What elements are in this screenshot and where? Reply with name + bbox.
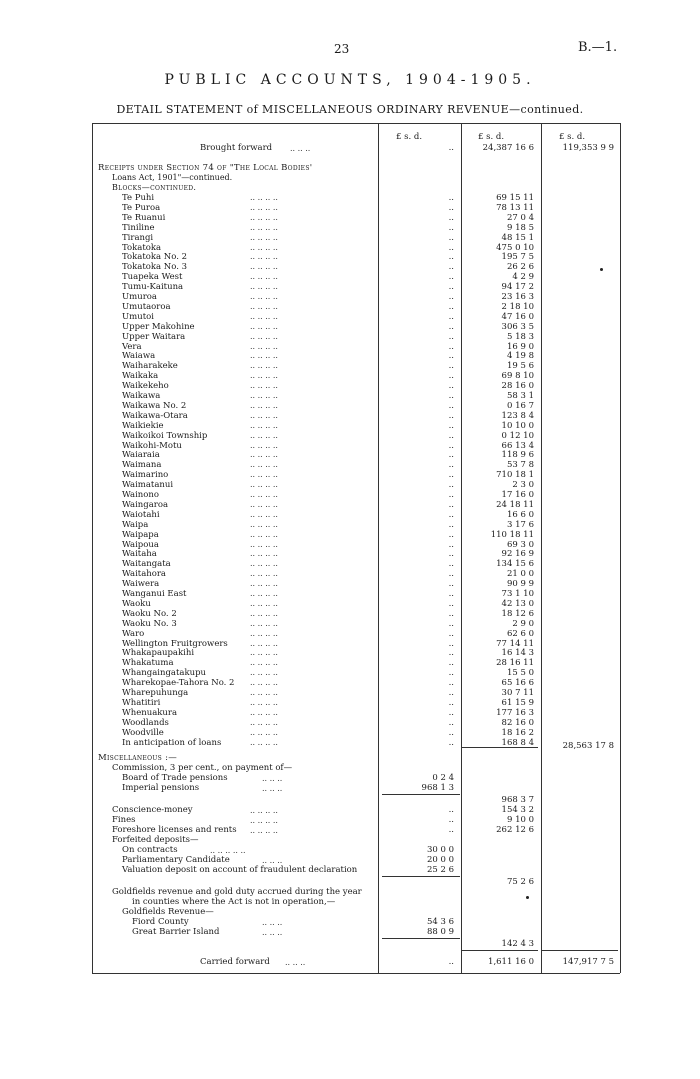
block-col1: .. bbox=[448, 450, 454, 461]
block-col1: .. bbox=[448, 727, 454, 738]
block-amount: 17 16 0 bbox=[501, 490, 534, 500]
forfeited-deposits-label: Forfeited deposits— bbox=[112, 835, 199, 845]
fiord-county-dots: .. .. .. bbox=[262, 918, 283, 927]
block-col1: .. bbox=[448, 608, 454, 619]
block-col1: .. bbox=[448, 509, 454, 520]
leader-dots: .. .. .. .. bbox=[250, 529, 278, 539]
leader-dots: .. .. .. .. bbox=[250, 242, 278, 252]
brought-forward-label: Brought forward bbox=[200, 143, 273, 153]
leader-dots: .. .. .. .. bbox=[250, 292, 278, 301]
fiord-county-amount: 54 3 6 bbox=[426, 917, 454, 927]
block-name: Waikoikoi Township bbox=[122, 430, 208, 441]
block-amount: 2 18 10 bbox=[501, 301, 534, 312]
block-name: Waoku No. 3 bbox=[122, 618, 177, 629]
block-amount: 0 12 10 bbox=[501, 430, 534, 441]
block-name: Waiotahi bbox=[122, 509, 160, 520]
block-name: Whatitiri bbox=[122, 697, 161, 708]
table-right-rule bbox=[620, 123, 621, 973]
block-col1: .. bbox=[448, 400, 454, 411]
block-name: Tuapeka West bbox=[122, 272, 183, 283]
block-col1: .. bbox=[448, 697, 454, 708]
block-col1: .. bbox=[448, 242, 454, 253]
leader-dots: .. .. .. .. bbox=[250, 638, 278, 648]
foreshore-amount: 262 12 6 bbox=[496, 825, 534, 835]
block-col1: .. bbox=[448, 262, 454, 273]
imperial-pensions-dots: .. .. .. bbox=[262, 784, 283, 793]
block-name: Waikawa No. 2 bbox=[122, 400, 187, 411]
block-amount: 16 6 0 bbox=[506, 509, 534, 520]
block-amount: 47 16 0 bbox=[501, 311, 534, 322]
block-col1: .. bbox=[448, 519, 454, 530]
block-name: Waiwera bbox=[122, 579, 160, 590]
block-amount: 53 7 8 bbox=[506, 460, 534, 471]
leader-dots: .. .. .. .. bbox=[250, 737, 278, 747]
on-contracts-label: On contracts bbox=[122, 845, 178, 855]
document-reference: B.—1. bbox=[578, 40, 618, 55]
leader-dots: .. .. .. .. bbox=[250, 618, 278, 628]
block-name: Umutoi bbox=[122, 311, 154, 322]
leader-dots: .. .. .. .. bbox=[250, 519, 278, 529]
conscience-money-dots: .. .. .. .. bbox=[250, 806, 278, 815]
board-of-trade-label: Board of Trade pensions bbox=[122, 773, 228, 783]
fines-amount: 9 10 0 bbox=[506, 815, 534, 825]
block-name: In anticipation of loans bbox=[122, 737, 222, 748]
block-name: Tokatoka bbox=[122, 242, 162, 253]
block-name: Waikekeho bbox=[122, 381, 169, 392]
block-col1: .. bbox=[448, 499, 454, 510]
leader-dots: .. .. .. .. bbox=[250, 539, 278, 549]
block-amount: 9 18 5 bbox=[506, 222, 534, 233]
block-name: Waikaka bbox=[122, 371, 159, 382]
block-name: Waoku bbox=[122, 598, 151, 609]
leader-dots: .. .. .. .. bbox=[250, 678, 278, 688]
fiord-county-label: Fiord County bbox=[132, 917, 189, 927]
print-mark bbox=[600, 268, 603, 271]
leader-dots: .. .. .. .. bbox=[250, 440, 278, 450]
block-name: Wharekopae-Tahora No. 2 bbox=[122, 678, 235, 689]
block-amount: 27 0 4 bbox=[506, 212, 534, 223]
leader-dots: .. .. .. .. bbox=[250, 499, 278, 509]
block-col1: .. bbox=[448, 559, 454, 570]
leader-dots: .. .. .. .. bbox=[250, 697, 278, 707]
block-col1: .. bbox=[448, 658, 454, 669]
receipts-heading-2: Loans Act, 1901"—continued. bbox=[112, 173, 233, 182]
block-name: Whakapaupakihi bbox=[122, 648, 195, 659]
block-amount: 30 7 11 bbox=[501, 688, 534, 698]
leader-dots: .. .. .. .. bbox=[250, 202, 278, 212]
block-col1: .. bbox=[448, 212, 454, 223]
block-amount: 42 13 0 bbox=[501, 598, 534, 609]
leader-dots: .. .. .. .. bbox=[250, 331, 278, 341]
leader-dots: .. .. .. .. bbox=[250, 311, 278, 321]
leader-dots: .. .. .. .. bbox=[250, 321, 278, 331]
block-col1: .. bbox=[448, 579, 454, 590]
parliamentary-candidate-label: Parliamentary Candidate bbox=[122, 855, 230, 865]
block-name: Upper Makohine bbox=[122, 321, 195, 332]
block-col1: .. bbox=[448, 737, 454, 748]
leader-dots: .. .. .. .. bbox=[250, 490, 278, 499]
block-col1: .. bbox=[448, 460, 454, 471]
block-amount: 177 16 3 bbox=[496, 707, 534, 718]
leader-dots: .. .. .. .. bbox=[250, 410, 278, 420]
block-amount: 168 8 4 bbox=[501, 737, 534, 748]
block-name: Waitahora bbox=[122, 569, 166, 580]
block-amount: 0 16 7 bbox=[506, 400, 534, 411]
block-amount: 94 17 2 bbox=[501, 282, 534, 293]
block-amount: 18 12 6 bbox=[501, 608, 534, 619]
block-col1: .. bbox=[448, 549, 454, 560]
leader-dots: .. .. .. .. bbox=[250, 569, 278, 579]
block-col1: .. bbox=[448, 717, 454, 728]
on-contracts-amount: 30 0 0 bbox=[426, 845, 454, 855]
block-name: Wellington Fruitgrowers bbox=[122, 638, 228, 649]
column-header-3: £ s. d. bbox=[559, 132, 586, 142]
goldfields-total: 142 4 3 bbox=[501, 939, 534, 949]
block-col1: .. bbox=[448, 331, 454, 342]
block-amount: 306 3 5 bbox=[501, 321, 534, 332]
leader-dots: .. .. .. .. bbox=[250, 232, 278, 242]
block-col1: .. bbox=[448, 569, 454, 580]
column-rule-3 bbox=[541, 123, 542, 973]
block-col1: .. bbox=[448, 222, 454, 233]
forfeited-subtotal-rule bbox=[382, 876, 460, 877]
leader-dots: .. .. .. .. bbox=[250, 391, 278, 400]
block-col1: .. bbox=[448, 232, 454, 243]
block-col1: .. bbox=[448, 282, 454, 293]
leader-dots: .. .. .. .. bbox=[250, 579, 278, 589]
block-name: Wainono bbox=[122, 490, 159, 500]
block-name: Whangaingatakupu bbox=[122, 668, 206, 679]
block-col1: .. bbox=[448, 410, 454, 421]
on-contracts-dots: .. .. .. .. .. bbox=[210, 846, 246, 855]
block-amount: 90 9 9 bbox=[506, 579, 534, 590]
block-col1: .. bbox=[448, 430, 454, 441]
block-amount: 26 2 6 bbox=[506, 262, 534, 273]
leader-dots: .. .. .. .. bbox=[250, 301, 278, 311]
block-name: Te Ruanui bbox=[122, 212, 166, 223]
block-col1: .. bbox=[448, 628, 454, 639]
block-col1: .. bbox=[448, 381, 454, 392]
commission-label: Commission, 3 per cent., on payment of— bbox=[112, 763, 293, 773]
conscience-money-label: Conscience-money bbox=[112, 805, 193, 815]
carried-forward-col2: 1,611 16 0 bbox=[488, 957, 534, 967]
page-title: PUBLIC ACCOUNTS, 1904-1905. bbox=[164, 72, 536, 88]
block-col1: .. bbox=[448, 678, 454, 689]
brought-forward-col1: .. bbox=[448, 143, 454, 153]
block-col1: .. bbox=[448, 301, 454, 312]
leader-dots: .. .. .. .. bbox=[250, 262, 278, 272]
block-amount: 61 15 9 bbox=[501, 697, 534, 708]
leader-dots: .. .. .. .. bbox=[250, 509, 278, 519]
block-col1: .. bbox=[448, 589, 454, 599]
blocks-heading: Blocks—continued. bbox=[112, 183, 197, 192]
leader-dots: .. .. .. .. bbox=[250, 212, 278, 222]
block-amount: 10 10 0 bbox=[501, 420, 534, 431]
carried-forward-rule-col3 bbox=[542, 950, 618, 951]
foreshore-label: Foreshore licenses and rents bbox=[112, 825, 237, 835]
board-of-trade-amount: 0 2 4 bbox=[432, 773, 454, 783]
valuation-deposit-amount: 25 2 6 bbox=[426, 865, 454, 875]
great-barrier-dots: .. .. .. bbox=[262, 928, 283, 937]
leader-dots: .. .. .. .. bbox=[250, 658, 278, 668]
block-col1: .. bbox=[448, 688, 454, 698]
block-col1: .. bbox=[448, 470, 454, 481]
brought-forward-col2: 24,387 16 6 bbox=[482, 143, 534, 153]
block-amount: 2 9 0 bbox=[512, 618, 534, 629]
parliamentary-candidate-dots: .. .. .. bbox=[262, 856, 283, 865]
block-name: Woodville bbox=[122, 727, 164, 738]
valuation-deposit-label: Valuation deposit on account of fraudulent declaration bbox=[122, 865, 358, 875]
carried-forward-rule-col2 bbox=[462, 950, 538, 951]
blocks-total: 28,563 17 8 bbox=[562, 741, 614, 751]
leader-dots: .. .. .. .. bbox=[250, 400, 278, 410]
block-name: Waipapa bbox=[122, 529, 159, 540]
commission-subtotal-rule bbox=[382, 794, 460, 795]
goldfields-label: Goldfields revenue and gold duty accrued during the year bbox=[112, 887, 362, 897]
great-barrier-label: Great Barrier Island bbox=[132, 927, 220, 937]
block-amount: 118 9 6 bbox=[501, 450, 534, 461]
block-amount: 3 17 6 bbox=[506, 519, 534, 530]
block-col1: .. bbox=[448, 391, 454, 401]
block-col1: .. bbox=[448, 490, 454, 500]
block-col1: .. bbox=[448, 707, 454, 718]
table-bottom-rule bbox=[92, 973, 620, 974]
block-name: Te Puroa bbox=[122, 202, 161, 213]
leader-dots: .. .. .. .. bbox=[250, 598, 278, 608]
block-col1: .. bbox=[448, 618, 454, 629]
block-amount: 123 8 4 bbox=[501, 410, 534, 421]
block-name: Waimarino bbox=[122, 470, 169, 481]
conscience-money-amount: 154 3 2 bbox=[501, 805, 534, 815]
block-name: Waro bbox=[122, 628, 145, 639]
leader-dots: .. .. .. .. bbox=[250, 608, 278, 618]
block-name: Waipoua bbox=[122, 539, 159, 550]
block-col1: .. bbox=[448, 341, 454, 352]
commission-total: 968 3 7 bbox=[501, 795, 534, 805]
imperial-pensions-amount: 968 1 3 bbox=[421, 783, 454, 793]
block-amount: 24 18 11 bbox=[496, 499, 534, 510]
leader-dots: .. .. .. .. bbox=[250, 450, 278, 460]
goldfields-label-2: in counties where the Act is not in operation,— bbox=[132, 897, 336, 907]
leader-dots: .. .. .. .. bbox=[250, 381, 278, 391]
block-name: Waiharakeke bbox=[122, 361, 178, 372]
leader-dots: .. .. .. .. bbox=[250, 549, 278, 559]
block-name: Waimana bbox=[122, 460, 162, 471]
brought-forward-dots: .. .. .. bbox=[290, 144, 311, 153]
block-amount: 19 5 6 bbox=[506, 361, 534, 372]
board-of-trade-dots: .. .. .. bbox=[262, 774, 283, 783]
block-amount: 134 15 6 bbox=[496, 559, 534, 570]
leader-dots: .. .. .. .. bbox=[250, 688, 278, 697]
block-name: Waitaha bbox=[122, 549, 157, 560]
block-amount: 110 18 11 bbox=[490, 529, 534, 540]
leader-dots: .. .. .. .. bbox=[250, 668, 278, 678]
block-col1: .. bbox=[448, 638, 454, 649]
block-col1: .. bbox=[448, 668, 454, 679]
leader-dots: .. .. .. .. bbox=[250, 559, 278, 569]
block-amount: 710 18 1 bbox=[496, 470, 534, 481]
block-name: Tirangi bbox=[122, 232, 154, 243]
block-name: Wanganui East bbox=[122, 589, 187, 599]
leader-dots: .. .. .. .. bbox=[250, 252, 278, 262]
fines-col1: .. bbox=[448, 815, 454, 825]
foreshore-col1: .. bbox=[448, 825, 454, 835]
leader-dots: .. .. .. .. bbox=[250, 361, 278, 371]
block-amount: 475 0 10 bbox=[496, 242, 534, 253]
block-amount: 18 16 2 bbox=[501, 727, 534, 738]
brought-forward-col3: 119,353 9 9 bbox=[562, 143, 614, 153]
block-amount: 4 2 9 bbox=[512, 272, 534, 283]
block-amount: 62 6 0 bbox=[506, 628, 534, 639]
block-col1: .. bbox=[448, 648, 454, 659]
block-amount: 21 0 0 bbox=[506, 569, 534, 580]
forfeited-total: 75 2 6 bbox=[506, 877, 534, 887]
leader-dots: .. .. .. .. bbox=[250, 717, 278, 727]
block-name: Tumu-Kaituna bbox=[122, 282, 184, 293]
block-amount: 69 8 10 bbox=[501, 371, 534, 382]
block-col1: .. bbox=[448, 321, 454, 332]
block-amount: 15 5 0 bbox=[506, 668, 534, 679]
block-amount: 2 3 0 bbox=[512, 480, 534, 491]
leader-dots: .. .. .. .. bbox=[250, 222, 278, 232]
block-name: Tokatoka No. 2 bbox=[122, 252, 188, 263]
carried-forward-dots: .. .. .. bbox=[285, 958, 306, 967]
block-name: Waikiekie bbox=[122, 420, 164, 431]
block-name: Whenuakura bbox=[122, 707, 178, 718]
leader-dots: .. .. .. .. bbox=[250, 420, 278, 430]
block-name: Whakatuma bbox=[122, 658, 174, 669]
misc-heading: Miscellaneous :— bbox=[98, 753, 178, 763]
block-amount: 195 7 5 bbox=[501, 252, 534, 263]
leader-dots: .. .. .. .. bbox=[250, 371, 278, 381]
block-col1: .. bbox=[448, 193, 454, 203]
block-col1: .. bbox=[448, 202, 454, 213]
block-col1: .. bbox=[448, 598, 454, 609]
block-name: Waoku No. 2 bbox=[122, 608, 177, 619]
block-name: Waitangata bbox=[122, 559, 171, 570]
block-col1: .. bbox=[448, 539, 454, 550]
leader-dots: .. .. .. .. bbox=[250, 480, 278, 490]
block-amount: 73 1 10 bbox=[501, 589, 534, 599]
block-amount: 4 19 8 bbox=[506, 351, 534, 362]
block-name: Waiaraia bbox=[122, 450, 160, 461]
goldfields-subtotal-rule bbox=[382, 938, 460, 939]
leader-dots: .. .. .. .. bbox=[250, 589, 278, 598]
block-amount: 65 16 6 bbox=[501, 678, 534, 689]
leader-dots: .. .. .. .. bbox=[250, 341, 278, 351]
great-barrier-amount: 88 0 9 bbox=[426, 927, 454, 937]
block-col1: .. bbox=[448, 292, 454, 302]
carried-forward-col3: 147,917 7 5 bbox=[562, 957, 614, 967]
block-col1: .. bbox=[448, 272, 454, 283]
column-header-1: £ s. d. bbox=[396, 132, 423, 142]
leader-dots: .. .. .. .. bbox=[250, 460, 278, 470]
block-name: Waikawa-Otara bbox=[122, 410, 188, 421]
block-name: Woodlands bbox=[122, 717, 169, 728]
leader-dots: .. .. .. .. bbox=[250, 648, 278, 658]
block-col1: .. bbox=[448, 361, 454, 372]
block-amount: 69 15 11 bbox=[496, 193, 534, 203]
leader-dots: .. .. .. .. bbox=[250, 707, 278, 717]
column-rule-1 bbox=[378, 123, 379, 973]
block-name: Te Puhi bbox=[122, 193, 155, 203]
block-col1: .. bbox=[448, 480, 454, 491]
block-amount: 78 13 11 bbox=[496, 202, 534, 213]
carried-forward-col1: .. bbox=[448, 957, 454, 967]
leader-dots: .. .. .. .. bbox=[250, 193, 278, 202]
table-left-rule bbox=[92, 123, 93, 973]
block-amount: 58 3 1 bbox=[506, 391, 534, 401]
block-amount: 28 16 0 bbox=[501, 381, 534, 392]
block-amount: 92 16 9 bbox=[501, 549, 534, 560]
leader-dots: .. .. .. .. bbox=[250, 727, 278, 737]
block-amount: 23 16 3 bbox=[501, 292, 534, 302]
block-amount: 16 14 3 bbox=[501, 648, 534, 659]
block-amount: 28 16 11 bbox=[496, 658, 534, 669]
print-mark bbox=[526, 896, 529, 899]
block-amount: 5 18 3 bbox=[506, 331, 534, 342]
block-col1: .. bbox=[448, 420, 454, 431]
fines-dots: .. .. .. .. bbox=[250, 816, 278, 825]
page-number: 23 bbox=[334, 42, 350, 56]
block-amount: 16 9 0 bbox=[506, 341, 534, 352]
carried-forward-label: Carried forward bbox=[200, 957, 270, 967]
block-name: Umuroa bbox=[122, 292, 157, 302]
leader-dots: .. .. .. .. bbox=[250, 282, 278, 292]
block-name: Umutaoroa bbox=[122, 301, 171, 312]
block-name: Waikohi-Motu bbox=[122, 440, 182, 451]
block-col1: .. bbox=[448, 351, 454, 362]
block-amount: 77 14 11 bbox=[496, 638, 534, 649]
leader-dots: .. .. .. .. bbox=[250, 628, 278, 638]
block-col1: .. bbox=[448, 252, 454, 263]
block-name: Tiniline bbox=[122, 222, 155, 233]
block-name: Waiawa bbox=[122, 351, 156, 362]
block-name: Waimatanui bbox=[122, 480, 174, 491]
parliamentary-candidate-amount: 20 0 0 bbox=[426, 855, 454, 865]
block-col1: .. bbox=[448, 529, 454, 540]
block-name: Vera bbox=[122, 341, 142, 352]
block-amount: 82 16 0 bbox=[501, 717, 534, 728]
conscience-col1: .. bbox=[448, 805, 454, 815]
block-name: Waipa bbox=[122, 519, 149, 530]
blocks-subtotal-rule bbox=[462, 747, 538, 748]
block-amount: 69 3 0 bbox=[506, 539, 534, 550]
receipts-heading: Receipts under Section 74 of "The Local Bodies' bbox=[98, 163, 313, 173]
page-subtitle: DETAIL STATEMENT of MISCELLANEOUS ORDINARY REVENUE—continued. bbox=[116, 103, 584, 116]
block-name: Tokatoka No. 3 bbox=[122, 262, 188, 273]
block-name: Wharepuhunga bbox=[122, 688, 189, 698]
block-col1: .. bbox=[448, 440, 454, 451]
column-header-2: £ s. d. bbox=[478, 132, 505, 142]
block-col1: .. bbox=[448, 371, 454, 382]
block-name: Upper Waitara bbox=[122, 331, 186, 342]
leader-dots: .. .. .. .. bbox=[250, 470, 278, 480]
leader-dots: .. .. .. .. bbox=[250, 351, 278, 361]
leader-dots: .. .. .. .. bbox=[250, 272, 278, 282]
block-amount: 66 13 4 bbox=[501, 440, 534, 451]
block-name: Waingaroa bbox=[122, 499, 169, 510]
goldfields-revenue-label: Goldfields Revenue— bbox=[122, 907, 214, 917]
leader-dots: .. .. .. .. bbox=[250, 430, 278, 440]
imperial-pensions-label: Imperial pensions bbox=[122, 783, 200, 793]
block-name: Waikawa bbox=[122, 391, 161, 401]
block-amount: 48 15 1 bbox=[501, 232, 534, 243]
block-col1: .. bbox=[448, 311, 454, 322]
fines-label: Fines bbox=[112, 815, 136, 825]
foreshore-dots: .. .. .. .. bbox=[250, 826, 278, 835]
